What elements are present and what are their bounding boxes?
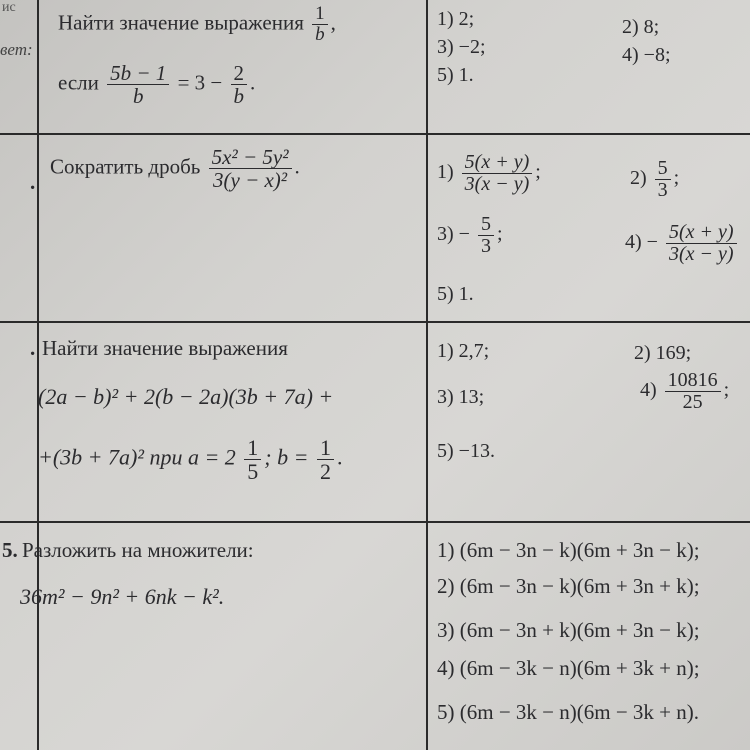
row-divider-2 bbox=[0, 321, 750, 323]
q1-option-3: 3) −2; bbox=[437, 36, 486, 58]
q4-option-3: 3) (6m − 3n + k)(6m + 3n − k); bbox=[437, 618, 700, 642]
table-left-border bbox=[37, 0, 39, 750]
q2-opt1-den: 3(x − y) bbox=[464, 173, 530, 195]
q2-option-4 bbox=[625, 222, 740, 265]
q3-opt4-den: 25 bbox=[682, 391, 703, 413]
q2-opt3-label: 3) − bbox=[437, 223, 470, 246]
q3-opt4-fraction bbox=[665, 370, 721, 413]
q2-end: . bbox=[294, 154, 300, 179]
q1-cond-mid: = 3 − bbox=[177, 70, 223, 95]
q2-numerator: 5x² − 5y² bbox=[209, 146, 292, 169]
q4-option-5: 5) (6m − 3k − n)(6m − 3k + n). bbox=[437, 700, 700, 724]
q4-option-2: 2) (6m − 3n − k)(6m + 3n + k); bbox=[437, 574, 700, 598]
q3-mixed-den: 5 bbox=[247, 459, 259, 485]
q1-cond-end: . bbox=[250, 70, 256, 95]
q3-expression-line-2 bbox=[38, 436, 342, 483]
q3-expression-line-1: (2a − b)² + 2(b − 2a)(3b + 7a) + bbox=[38, 384, 334, 409]
q1-expr-denominator: b bbox=[315, 23, 325, 45]
q1-cond-lhs-den: b bbox=[132, 84, 144, 109]
q3-option-3: 3) 13; bbox=[437, 386, 485, 408]
q1-cond-rhs bbox=[231, 62, 248, 107]
q3-line2-start: +(3b + 7a)² при a = 2 bbox=[38, 444, 236, 470]
q2-opt4-num: 5(x + y) bbox=[666, 222, 737, 244]
q4-option-1: 1) (6m − 3n − k)(6m + 3n − k); bbox=[437, 538, 700, 562]
q2-opt2-fraction bbox=[655, 158, 671, 201]
q1-option-2: 2) 8; bbox=[622, 16, 660, 38]
q3-option-5: 5) −13. bbox=[437, 440, 495, 462]
q3-number: . bbox=[30, 336, 36, 360]
q1-cond-rhs-den: b bbox=[233, 84, 244, 109]
q1-title-line bbox=[58, 4, 336, 45]
q3-line2-end: . bbox=[336, 444, 343, 470]
q2-number: . bbox=[30, 170, 36, 194]
q3-opt4-label: 4) bbox=[640, 379, 657, 402]
table-column-divider bbox=[426, 0, 428, 750]
q1-option-1: 1) 2; bbox=[437, 8, 475, 30]
q1-option-4: 4) −8; bbox=[622, 44, 671, 66]
q4-number: 5. bbox=[2, 538, 18, 562]
q3-line2-mid: ; b = bbox=[264, 444, 309, 470]
q2-opt3-den: 3 bbox=[480, 235, 491, 257]
q3-title: Найти значение выражения bbox=[42, 336, 288, 360]
row-divider-3 bbox=[0, 521, 750, 523]
q2-opt3-end: ; bbox=[496, 223, 503, 246]
q3-opt4-end: ; bbox=[723, 379, 730, 402]
q1-condition bbox=[58, 62, 255, 107]
q2-option-1 bbox=[437, 152, 541, 195]
q2-opt1-fraction bbox=[462, 152, 533, 195]
q3-mixed-num: 1 bbox=[244, 436, 261, 460]
q2-opt2-end: ; bbox=[673, 167, 680, 190]
q3-b-num: 1 bbox=[317, 436, 334, 460]
q3-opt4-num: 10816 bbox=[665, 370, 721, 392]
q2-option-2 bbox=[630, 158, 679, 201]
q2-fraction bbox=[209, 146, 292, 191]
row-divider-1 bbox=[0, 133, 750, 135]
q1-cond-lhs bbox=[107, 62, 169, 107]
q4-expression: 36m² − 9n² + 6nk − k². bbox=[20, 584, 225, 609]
q2-opt3-num: 5 bbox=[478, 214, 494, 236]
q2-opt4-label: 4) − bbox=[625, 231, 658, 254]
q3-option-2: 2) 169; bbox=[634, 342, 692, 364]
q2-opt2-num: 5 bbox=[655, 158, 671, 180]
q2-title: Сократить дробь bbox=[50, 154, 201, 179]
q2-option-5: 5) 1. bbox=[437, 283, 474, 305]
q1-expr-tail: , bbox=[330, 10, 336, 35]
q3-b-fraction bbox=[317, 436, 334, 483]
q2-option-3 bbox=[437, 214, 503, 257]
q1-cond-lhs-num: 5b − 1 bbox=[107, 62, 169, 85]
q1-expr-numerator: 1 bbox=[312, 4, 328, 25]
q3-mixed-fraction bbox=[244, 436, 261, 483]
q2-opt1-end: ; bbox=[535, 161, 541, 184]
q2-opt1-num: 5(x + y) bbox=[462, 152, 533, 174]
q3-option-4 bbox=[640, 370, 729, 413]
q1-expression-fraction bbox=[312, 4, 328, 45]
q2-opt2-label: 2) bbox=[630, 167, 647, 190]
q2-opt4-fraction bbox=[666, 222, 737, 265]
margin-answer-note: вет: bbox=[0, 40, 33, 59]
q4-title: Разложить на множители: bbox=[22, 538, 254, 562]
q2-opt3-fraction bbox=[478, 214, 494, 257]
q2-statement bbox=[50, 146, 300, 191]
q2-opt4-den: 3(x − y) bbox=[668, 243, 734, 265]
q2-opt1-label: 1) bbox=[437, 161, 454, 184]
q2-opt2-den: 3 bbox=[657, 179, 668, 201]
q1-option-5: 5) 1. bbox=[437, 64, 474, 86]
margin-top-text: ис bbox=[2, 0, 16, 15]
q1-cond-rhs-num: 2 bbox=[231, 62, 248, 85]
q1-title: Найти значение выражения bbox=[58, 10, 304, 35]
q4-option-4: 4) (6m − 3k − n)(6m + 3k + n); bbox=[437, 656, 700, 680]
q3-option-1: 1) 2,7; bbox=[437, 340, 490, 362]
q3-b-den: 2 bbox=[319, 459, 331, 485]
q1-cond-word: если bbox=[58, 70, 99, 95]
q2-denominator: 3(y − x)² bbox=[213, 168, 288, 193]
